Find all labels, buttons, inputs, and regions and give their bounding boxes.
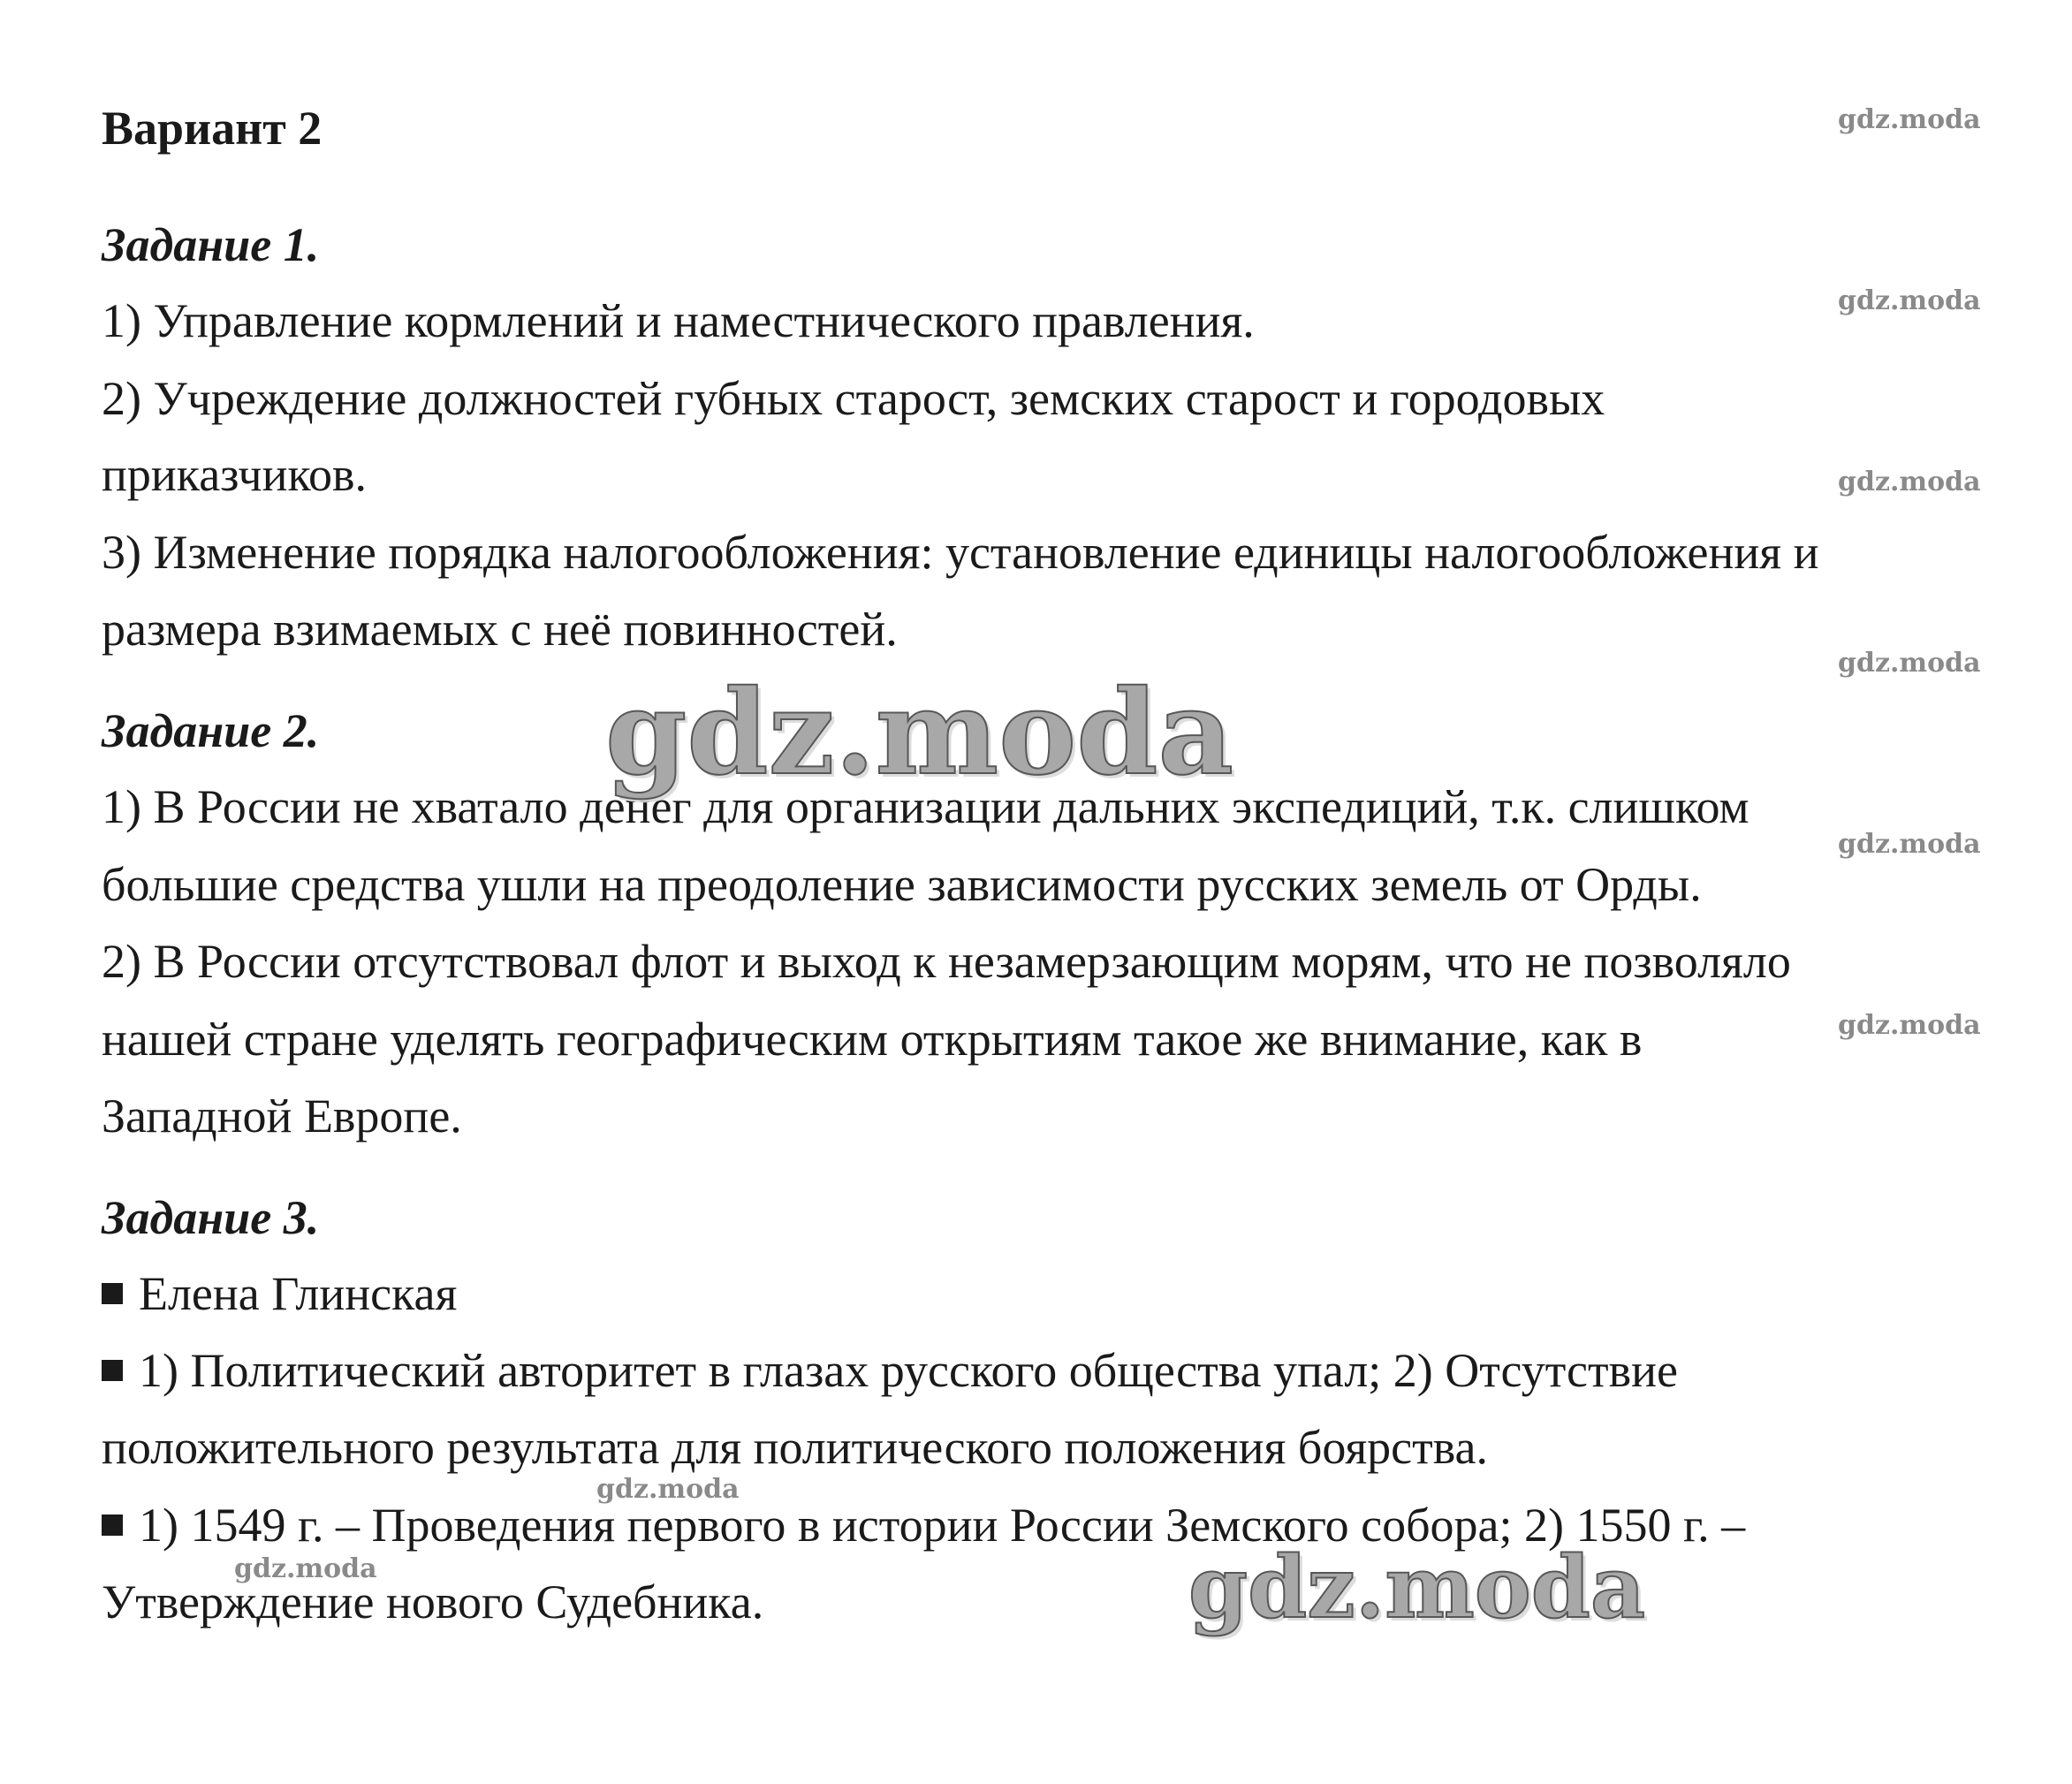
bullet-square-icon: [102, 1283, 123, 1304]
watermark-large: gdz.moda: [605, 664, 1234, 801]
task2-line-1: 1) В России не хватало денег для организации дальних экспедиций, т.к. слишком: [102, 780, 1749, 833]
task3-item-2-cont: положительного результата для политического положения боярства.: [102, 1421, 1488, 1474]
task2-line-3: 2) В России отсутствовал флот и выход к незамерзающим морям, что не позволяло: [102, 935, 1791, 988]
task1-line-4: 3) Изменение порядка налогообложения: установление единицы налогообложения и: [102, 526, 1819, 579]
watermark-small: gdz.moda: [1838, 467, 1981, 497]
watermark-small: gdz.moda: [596, 1474, 740, 1505]
watermark-small: gdz.moda: [1838, 829, 1981, 860]
task1-line-2: 2) Учреждение должностей губных старост, земских старост и городовых: [102, 372, 1605, 425]
watermark-small: gdz.moda: [1838, 104, 1981, 135]
task3-item-3-cont: Утверждение нового Судебника.: [102, 1575, 764, 1628]
task2-line-2: большие средства ушли на преодоление зависимости русских земель от Орды.: [102, 858, 1702, 911]
bullet-square-icon: [102, 1515, 123, 1536]
task2-title: Задание 2.: [102, 704, 320, 757]
watermark-small: gdz.moda: [234, 1553, 377, 1584]
task3-item-3-text: 1) 1549 г. – Проведения первого в истории России Земского собора; 2) 1550 г. –: [139, 1499, 1746, 1552]
task3-item-1: [102, 1264, 457, 1323]
task3-item-2: [102, 1341, 1678, 1400]
task1-line-5: размера взимаемых с неё повинностей.: [102, 603, 898, 656]
variant-title: Вариант 2: [102, 102, 323, 155]
bullet-square-icon: [102, 1360, 123, 1381]
task1-line-3: приказчиков.: [102, 448, 367, 501]
task2-line-4: нашей стране уделять географическим открытиям такое же внимание, как в: [102, 1013, 1643, 1066]
task2-line-5: Западной Европе.: [102, 1089, 462, 1143]
watermark-small: gdz.moda: [1838, 1010, 1981, 1041]
task3-item-1-text: Елена Глинская: [139, 1267, 458, 1320]
watermark-small: gdz.moda: [1838, 285, 1981, 316]
watermark-small: gdz.moda: [1838, 648, 1981, 679]
task1-title: Задание 1.: [102, 218, 320, 271]
task1-line-1: 1) Управление кормлений и наместнического правления.: [102, 294, 1255, 347]
task3-title: Задание 3.: [102, 1191, 320, 1244]
task3-item-2-text: 1) Политический авторитет в глазах русского общества упал; 2) Отсутствие: [139, 1344, 1678, 1397]
watermark-large: gdz.moda: [1188, 1537, 1646, 1637]
